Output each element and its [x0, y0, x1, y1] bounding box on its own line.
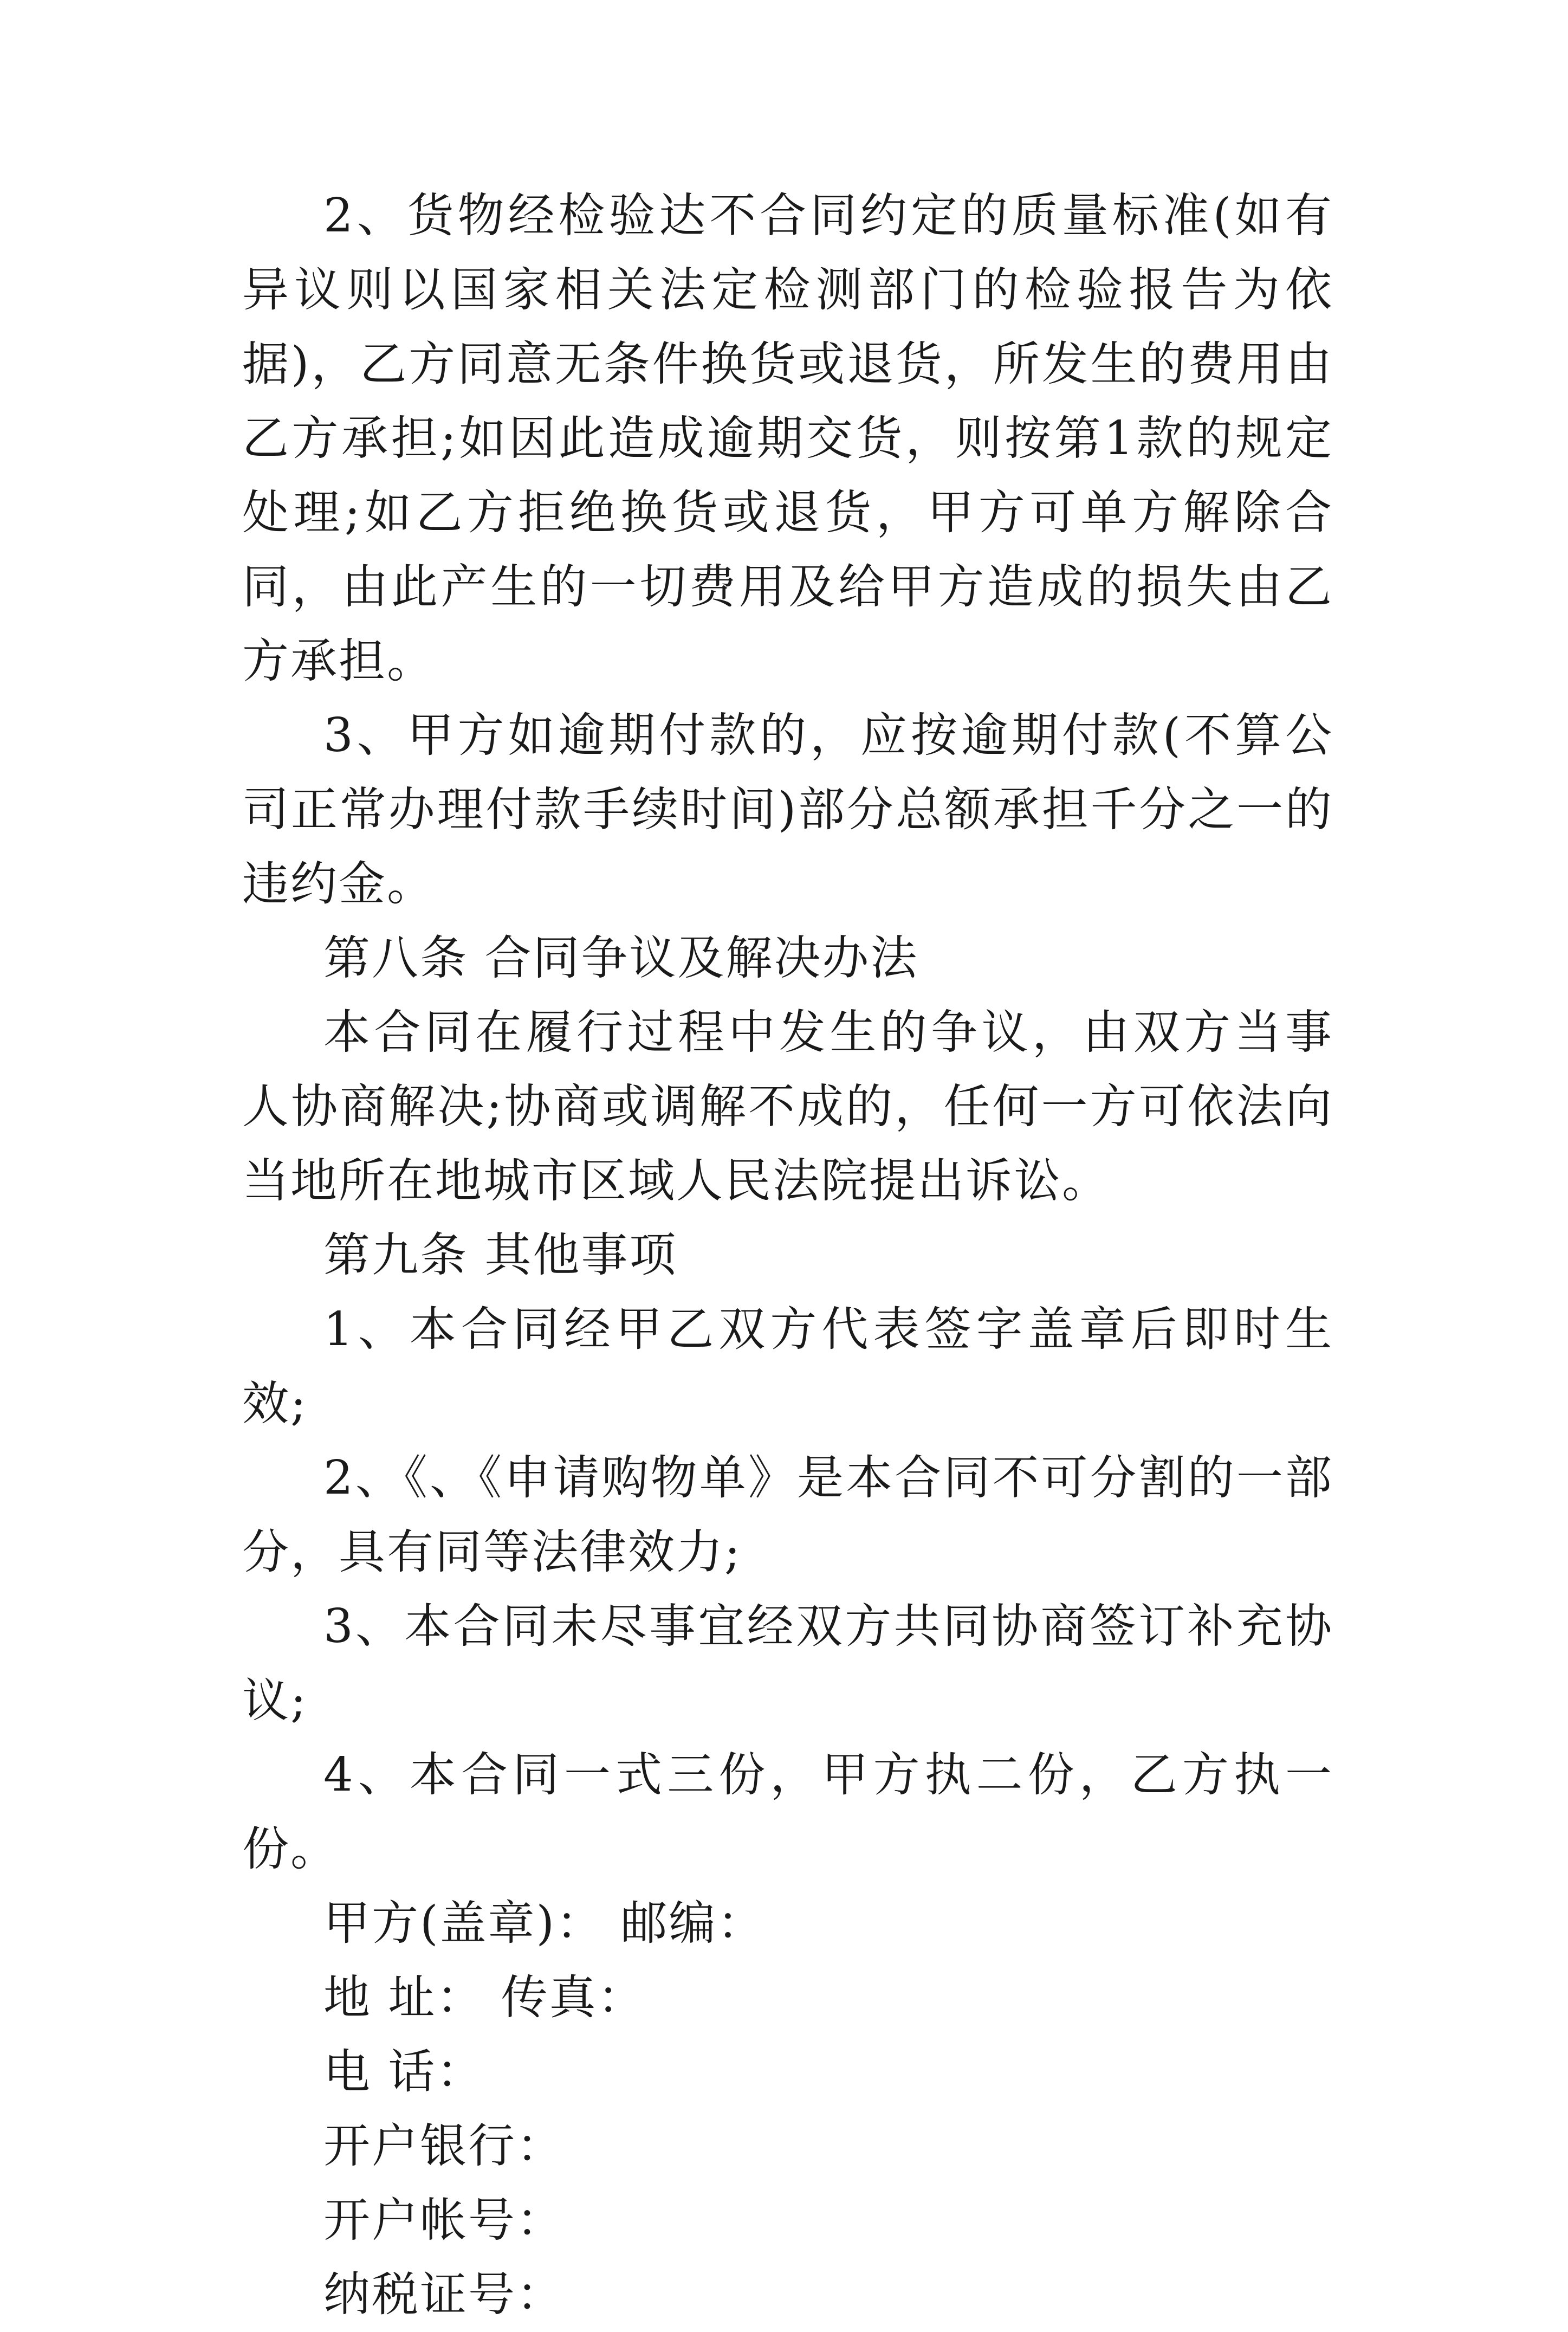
document-body [242, 179, 1333, 2332]
clause-7-item-2: 2、货物经检验达不合同约定的质量标准(如有异议则以国家相关法定检测部门的检验报告为依据)，乙方同意无条件换货或退货，所发生的费用由乙方承担;如因此造成逾期交货，则按第1款的规定处理;如乙方拒绝换货或退货，甲方可单方解除合同，由此产生的一切费用及给甲方造成的损失由乙方承担。 [242, 189, 1333, 688]
phone-field: 电 话： [323, 2045, 485, 2099]
clause-7-item-3: 3、甲方如逾期付款的，应按逾期付款(不算公司正常办理付款手续时间)部分总额承担千分之一的违约金。 [242, 708, 1333, 911]
article-9-item-1: 1、本合同经甲乙双方代表签字盖章后即时生效; [242, 1302, 1333, 1431]
address-fax-field: 地 址： 传真： [323, 1971, 646, 2025]
article-9-item-4: 4、本合同一式三份，甲方执二份，乙方执一份。 [242, 1748, 1333, 1876]
article-9-item-2: 2、《、《申请购物单》是本合同不可分割的一部分，具有同等法律效力; [242, 1451, 1333, 1579]
article-9-heading: 第九条 其他事项 [323, 1228, 678, 1282]
article-8-text: 本合同在履行过程中发生的争议，由双方当事人协商解决;协商或调解不成的，任何一方可依法向当地所在地城市区域人民法院提出诉讼。 [242, 1005, 1333, 1208]
article-9-item-3: 3、本合同未尽事宜经双方共同协商签订补充协议; [242, 1599, 1333, 1728]
tax-id-field: 纳税证号： [323, 2268, 565, 2322]
article-8-heading: 第八条 合同争议及解决办法 [323, 931, 919, 985]
bank-field: 开户银行： [323, 2119, 565, 2173]
party-a-seal-postcode-field: 甲方(盖章)： 邮编： [323, 1896, 766, 1950]
account-number-field: 开户帐号： [323, 2193, 565, 2247]
